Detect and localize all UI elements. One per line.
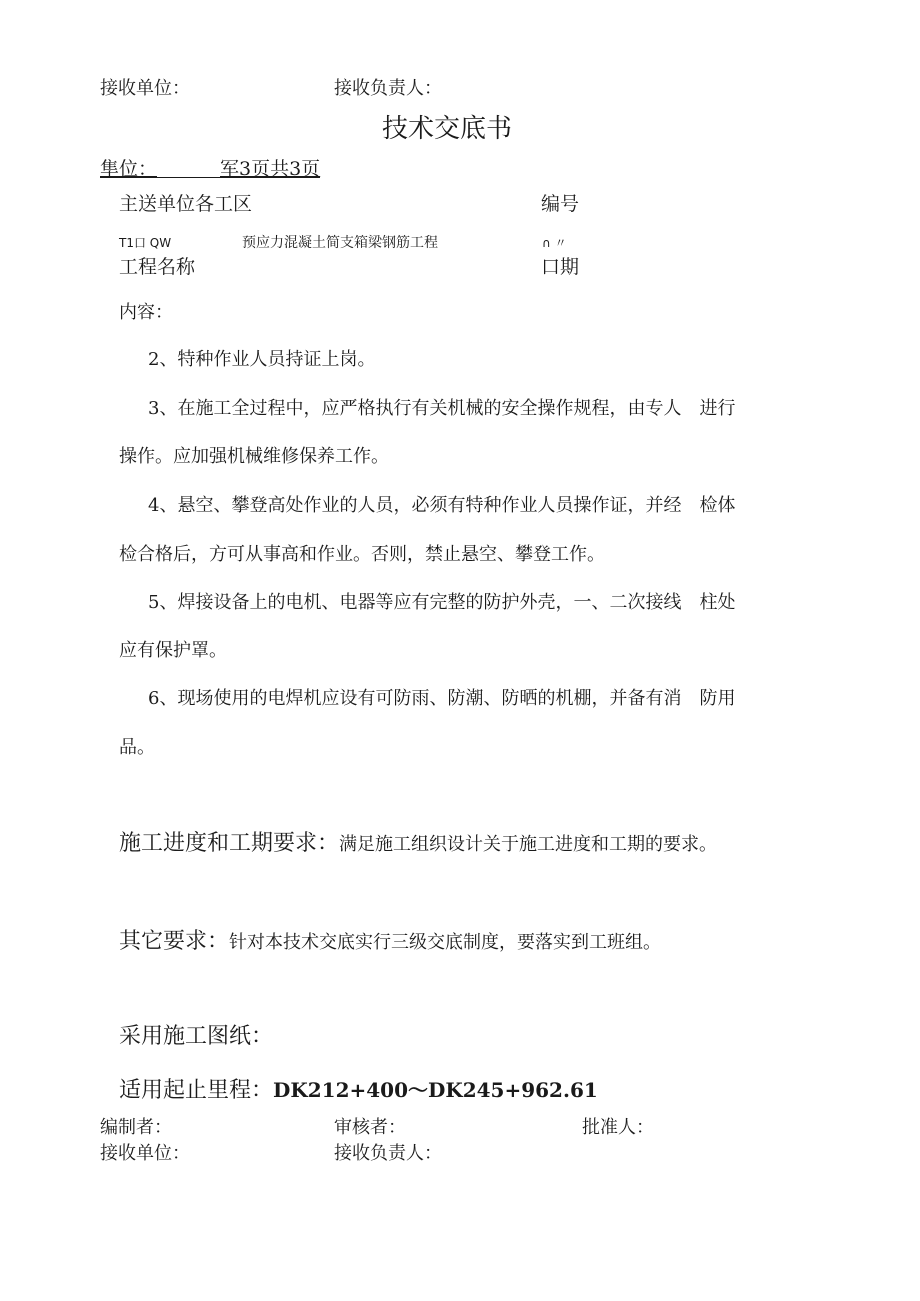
content-item: 品。 (119, 737, 155, 758)
unit-underline (100, 177, 320, 178)
project-code-left: T1口 QW (119, 236, 172, 250)
compiler-label: 编制者： (100, 1117, 172, 1138)
receive-unit-label: 接收单位： (100, 78, 190, 99)
mileage-value: DK212+400～DK245+962.61 (273, 1078, 598, 1102)
receive-person-label: 接收负责人： (334, 78, 442, 99)
page-info: 军3页共3页 (220, 158, 321, 180)
mileage-line (119, 1073, 598, 1104)
other-text: 针对本技术交底实行三级交底制度，要落实到工班组。 (229, 932, 662, 953)
schedule-label: 施工进度和工期要求： (119, 831, 340, 856)
mileage-label: 适用起止里程： (119, 1078, 274, 1103)
unit-label: 隼位： (100, 158, 158, 180)
schedule-line (119, 826, 717, 857)
other-label: 其它要求： (119, 929, 230, 954)
content-item: 5、焊接设备上的电机、电器等应有完整的防护外壳，一、二次接线 柱处 (148, 592, 736, 613)
content-item: 应有保护罩。 (119, 640, 227, 661)
document-title: 技术交底书 (382, 114, 513, 144)
project-code-right: ∩ 〃 (542, 236, 567, 250)
project-title: 预应力混凝土简支箱梁钢筋工程 (242, 235, 438, 251)
content-item: 6、现场使用的电焊机应设有可防雨、防潮、防晒的机棚，并备有消 防用 (148, 688, 736, 709)
content-item: 4、悬空、攀登高处作业的人员，必须有特种作业人员操作证，并经 检体 (148, 495, 736, 516)
drawings-label: 采用施工图纸： (119, 1024, 274, 1049)
schedule-text: 满足施工组织设计关于施工进度和工期的要求。 (339, 834, 718, 855)
other-line (119, 924, 661, 955)
content-item: 3、在施工全过程中，应严格执行有关机械的安全操作规程，由专人 进行 (148, 398, 736, 419)
content-item: 操作。应加强机械维修保养工作。 (119, 446, 389, 467)
content-item: 2、特种作业人员持证上岗。 (148, 349, 376, 370)
project-name-label: 工程名称 (119, 256, 196, 278)
send-unit: 主送单位各工区 (119, 193, 253, 215)
footer-receive-unit: 接收单位： (100, 1143, 190, 1164)
date-label: 口期 (541, 256, 580, 278)
number-label: 编号 (541, 193, 580, 215)
content-item: 检合格后，方可从事高和作业。否则，禁止悬空、攀登工作。 (119, 544, 605, 565)
content-label: 内容： (119, 302, 173, 323)
footer-receive-person: 接收负责人： (334, 1143, 442, 1164)
approver-label: 批准人： (582, 1117, 654, 1138)
reviewer-label: 审核者： (334, 1117, 406, 1138)
